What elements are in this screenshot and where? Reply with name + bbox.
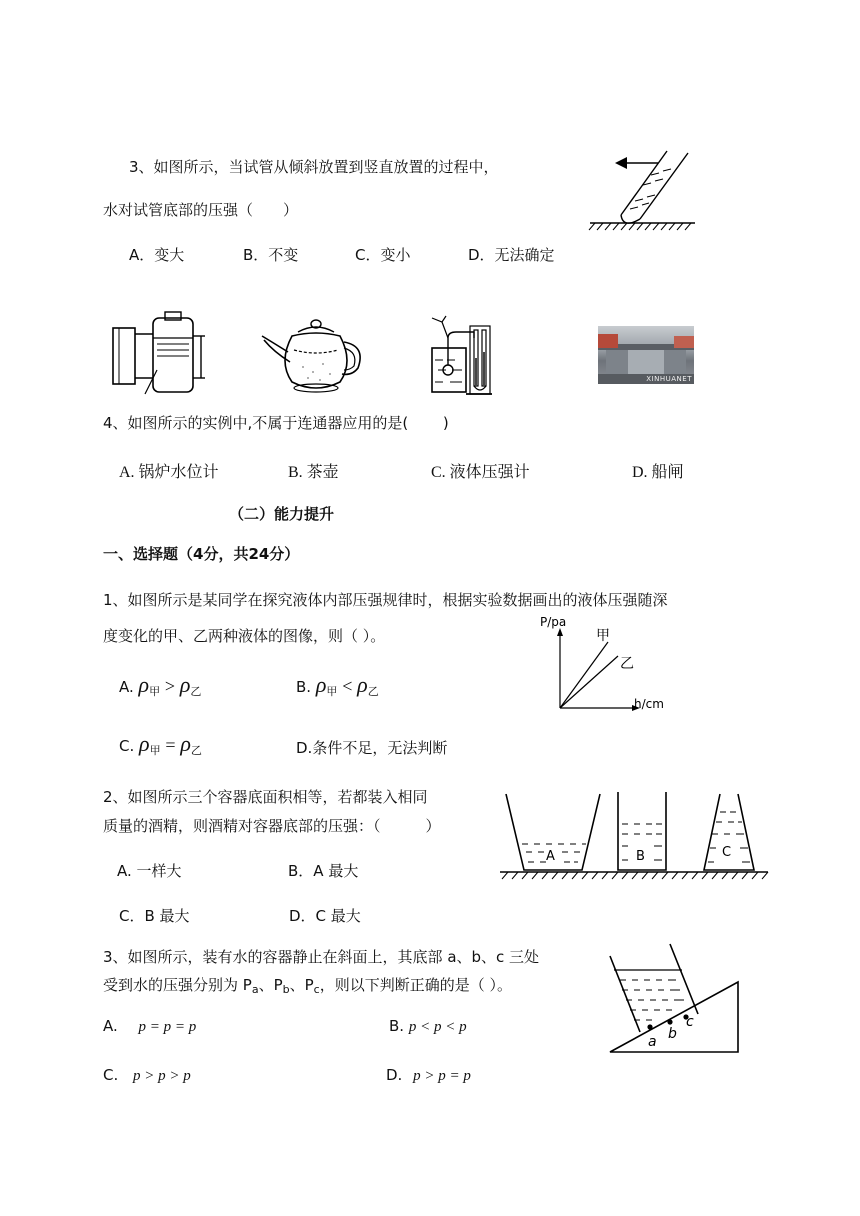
s2-q3-line2 [103,974,512,996]
option-expression: p > p > p [133,1068,191,1084]
s2-q1-option-b [296,672,379,699]
q4-stem: 4、如图所示的实例中,不属于连通器应用的是( ) [103,414,449,432]
text-segment: 、P [289,976,314,994]
subscript: 甲 [149,685,161,698]
text-segment: 受到水的压强分别为 P [103,976,252,994]
subscript: 乙 [190,744,202,757]
graph-ylabel: P/pa [540,616,567,629]
q3-option-d: D．无法确定 [468,246,555,264]
inclined-container-figure [606,938,744,1058]
graph-line-yi-label: 乙 [620,656,634,672]
q3-line2: 水对试管底部的压强（ ） [103,201,299,219]
option-label: A. [119,678,134,696]
subscript: b [282,983,290,996]
s2-q1-option-c [119,731,202,758]
graph-line-jia-label: 甲 [596,628,610,644]
subscript: 甲 [326,685,338,698]
option-label: A. [103,1017,118,1035]
s2-q2-option-a: A. 一样大 [117,862,182,880]
s2-q1-option-d: D.条件不足，无法判断 [296,739,448,757]
s2-q2-option-b: B．A 最大 [288,862,359,880]
rho-symbol: ρ [180,731,191,756]
option-label: B. [296,678,312,696]
relation: > [164,676,176,696]
point-b-label: b [668,1026,677,1042]
pressure-gauge-figure [426,308,496,398]
s2-q2-option-d: D．C 最大 [289,907,361,925]
s2-q3-option-d [386,1066,471,1085]
q4-option-b: B. 茶壶 [288,464,339,481]
s2-q2-option-c: C．B 最大 [119,907,190,925]
rho-symbol: ρ [139,731,150,756]
photo-watermark: XINHUANET [646,375,692,383]
pressure-depth-graph [536,616,676,716]
q3-option-a: A．变大 [129,246,185,264]
q3-line1: 3、如图所示，当试管从倾斜放置到竖直放置的过程中， [129,158,499,176]
relation: = [165,735,176,755]
s2-q3-option-b [389,1017,467,1036]
text-segment: ，则以下判断正确的是（ ）。 [319,976,512,994]
container-a-label: A [546,849,555,864]
q4-option-a: A. 锅炉水位计 [119,464,219,481]
s2-q3-line1: 3、如图所示，装有水的容器静止在斜面上，其底部 a、b、c 三处 [103,948,540,966]
subscript: a [251,983,259,996]
point-a-label: a [648,1034,657,1050]
option-label: C. [119,737,135,755]
relation: < [342,676,353,696]
s2-q2-line2: 质量的酒精，则酒精对容器底部的压强：（ ） [103,817,441,835]
subscript: 乙 [190,685,202,698]
option-expression: p > p = p [413,1068,471,1084]
rho-symbol: ρ [138,672,150,697]
text-segment: 、P [258,976,283,994]
section-subheading: 一、选择题（4分，共24分） [103,545,300,563]
q4-option-c: C. 液体压强计 [431,464,530,481]
container-b-label: B [636,849,645,864]
option-label: B. [389,1017,405,1035]
ship-lock-photo [598,326,694,384]
three-containers-figure [498,786,770,886]
subscript: 乙 [367,685,379,698]
boiler-water-gauge-figure [105,308,215,398]
section-heading: （二）能力提升 [229,505,335,523]
s2-q1-line2: 度变化的甲、乙两种液体的图像，则（ ）。 [103,627,386,645]
teapot-figure [258,312,373,397]
q3-option-b: B．不变 [243,246,299,264]
option-label: D. [386,1066,403,1084]
option-expression: p < p < p [408,1019,467,1035]
point-c-label: c [686,1014,694,1030]
option-label: C. [103,1066,119,1084]
rho-symbol: ρ [179,672,191,697]
s2-q3-option-c [103,1066,191,1085]
option-expression: p = p = p [138,1019,197,1035]
q4-option-d: D. 船闸 [632,464,684,481]
graph-xlabel: h/cm [634,697,664,711]
rho-symbol: ρ [357,672,368,697]
test-tube-figure [585,145,705,235]
rho-symbol: ρ [315,672,327,697]
s2-q3-option-a [103,1017,196,1036]
s2-q2-line1: 2、如图所示三个容器底面积相等，若都装入相同 [103,788,428,806]
container-c-label: C [722,845,732,860]
subscript: c [313,983,320,996]
subscript: 甲 [149,744,161,757]
q3-option-c: C．变小 [355,246,411,264]
s2-q1-option-a [119,672,201,699]
s2-q1-line1: 1、如图所示是某同学在探究液体内部压强规律时，根据实验数据画出的液体压强随深 [103,591,668,609]
